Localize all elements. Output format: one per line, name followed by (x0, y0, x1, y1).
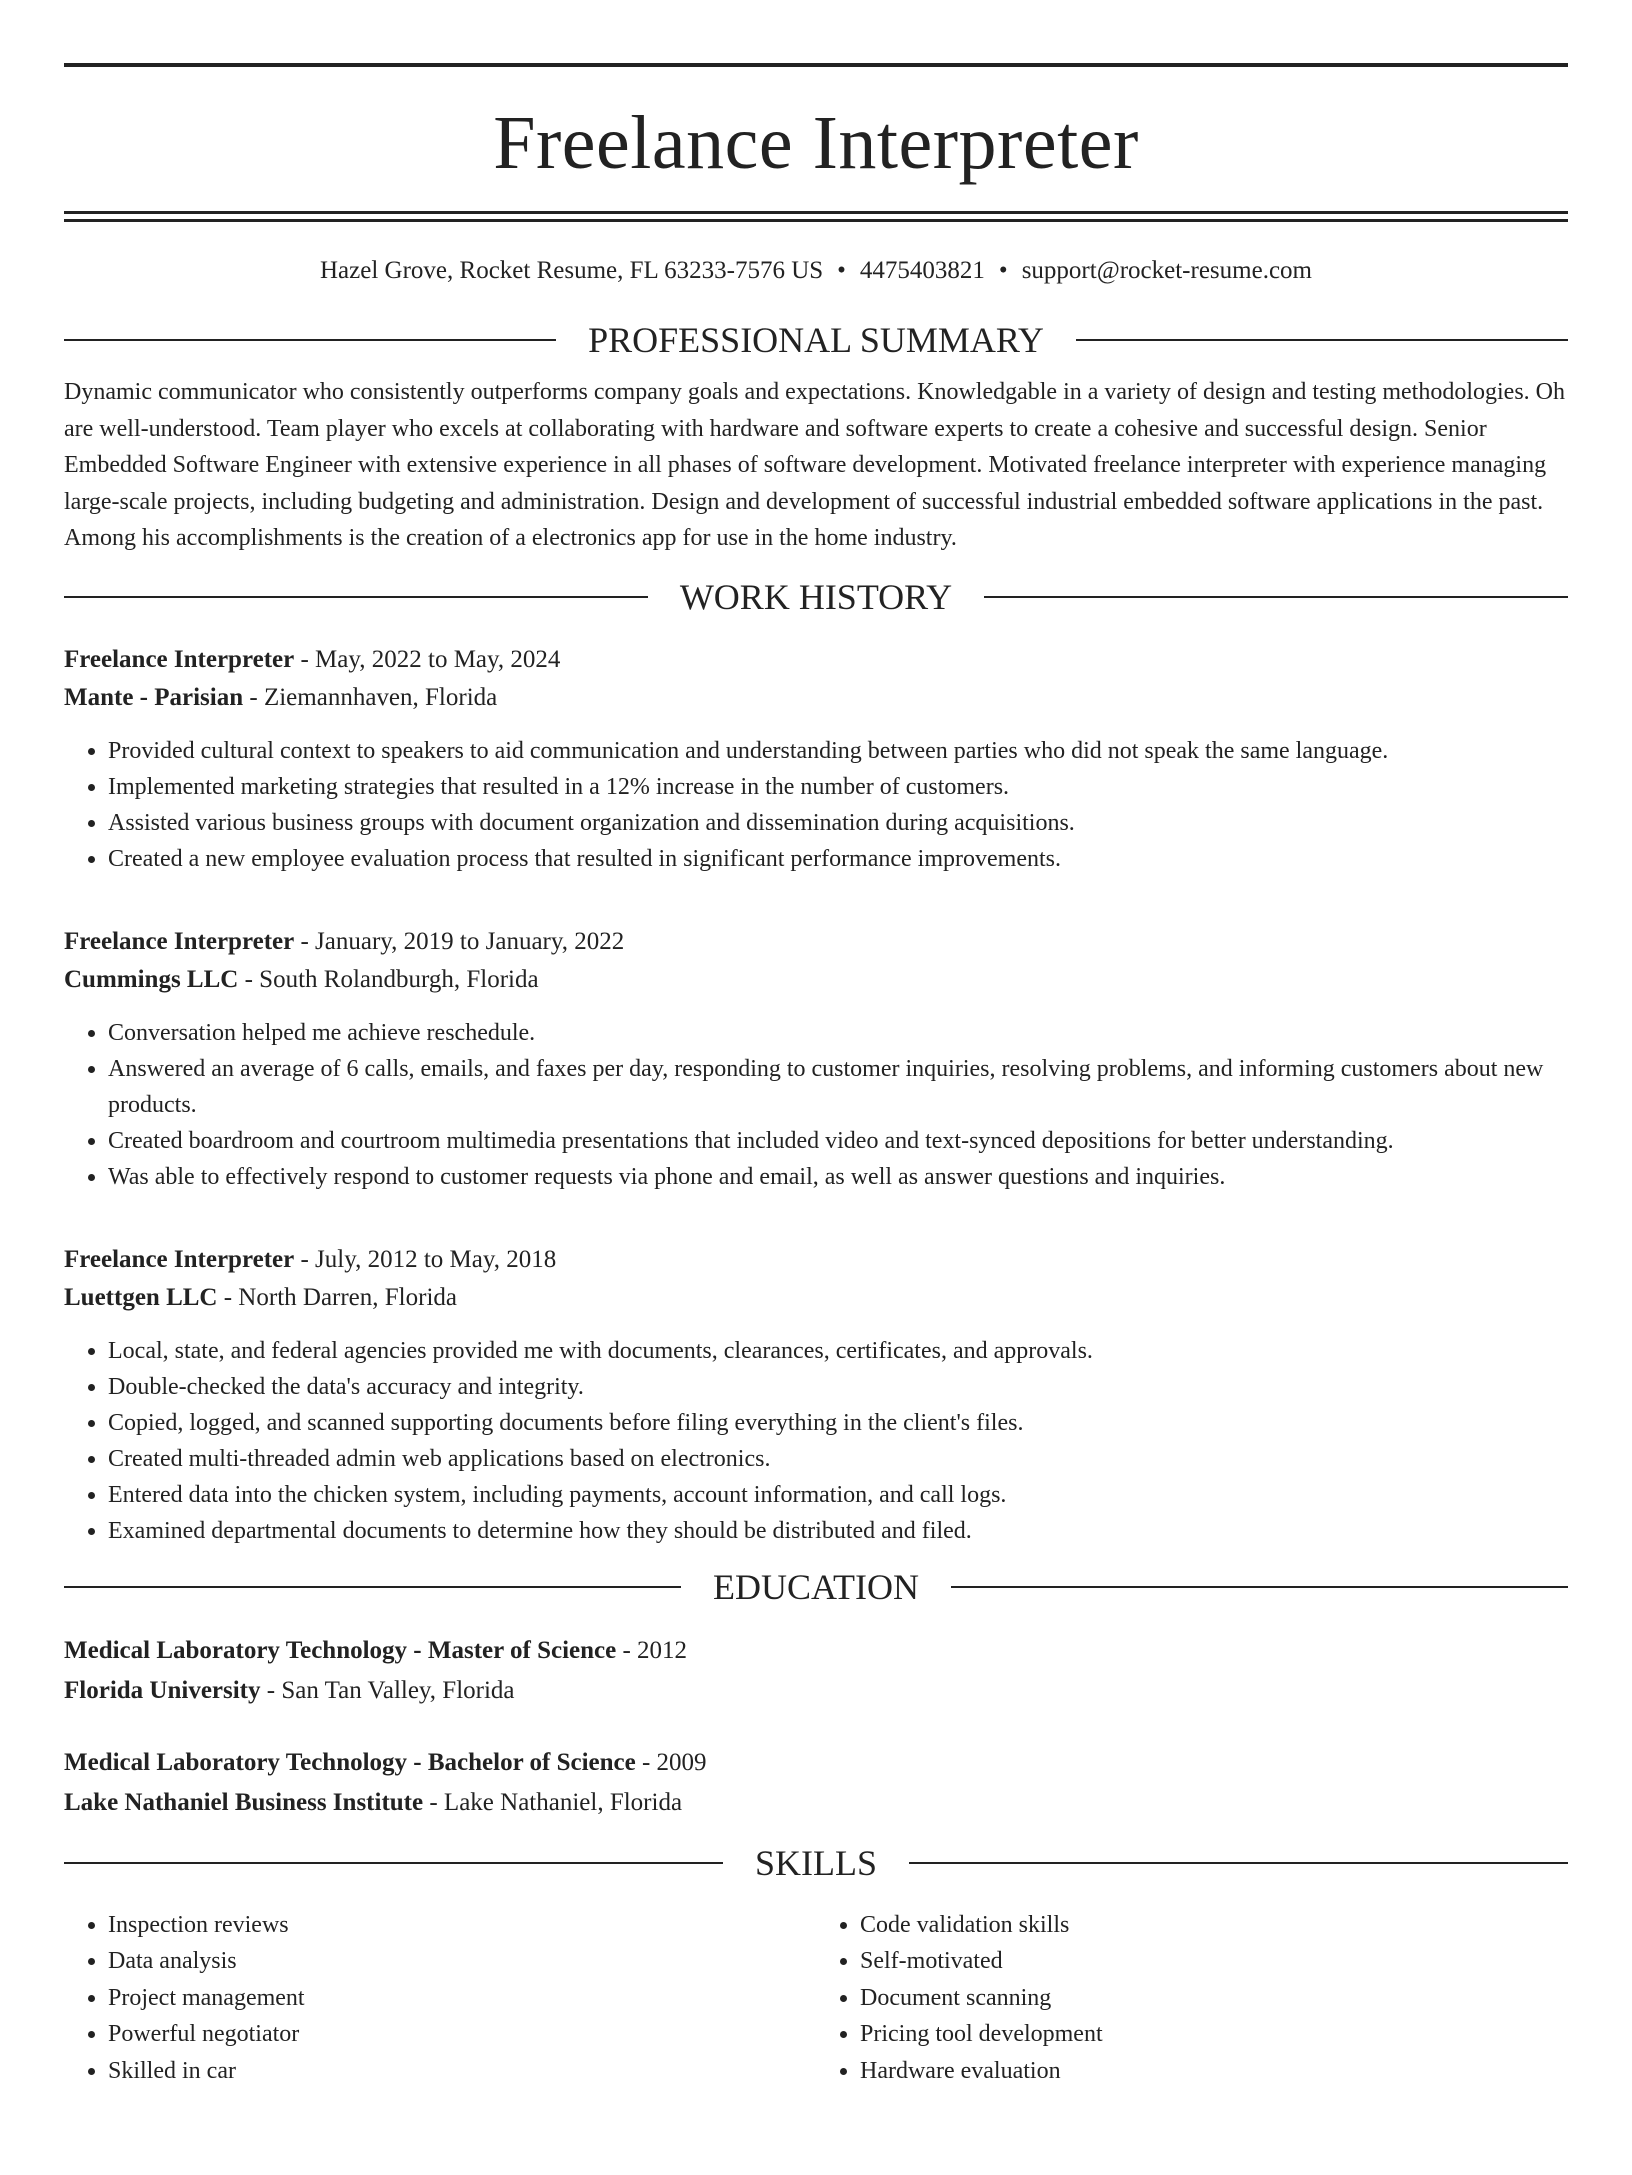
education-entry (64, 1631, 1568, 1711)
heading-rule (951, 1586, 1568, 1588)
skills-list-left (64, 1907, 816, 2090)
job-location: - North Darren, Florida (217, 1283, 457, 1311)
job-company: Mante - Parisian (64, 683, 244, 711)
job-bullet: • Answered an average of 6 calls, emails, and faxes per day, responding to customer inquiries, resolving problems, and informing customers about new products. (108, 1051, 1568, 1123)
section-title: PROFESSIONAL SUMMARY (588, 320, 1044, 360)
job-bullet: • Assisted various business groups with document organization and dissemination during acquisitions. (108, 805, 1568, 841)
job-entry (64, 923, 1568, 1195)
section-heading-work (64, 576, 1568, 617)
heading-rule (984, 596, 1568, 598)
heading-rule (64, 596, 648, 598)
job-dates: - January, 2019 to January, 2022 (294, 927, 625, 955)
contact-email: support@rocket-resume.com (1021, 257, 1312, 284)
job-bullet: • Entered data into the chicken system, including payments, account information, and call logs. (108, 1477, 1568, 1513)
skills-list-right (816, 1907, 1568, 2090)
education-school-line (64, 1783, 1568, 1823)
education-year: - 2009 (635, 1748, 707, 1776)
education-degree: Medical Laboratory Technology - Master of Science (64, 1636, 617, 1664)
heading-rule (64, 339, 556, 341)
skills-columns (64, 1907, 1568, 2090)
job-company: Cummings LLC (64, 965, 239, 993)
heading-rule (64, 1586, 681, 1588)
heading-rule (909, 1862, 1568, 1864)
contact-separator: • (998, 257, 1008, 284)
skill-item: • Data analysis (108, 1943, 816, 1980)
education-location: - Lake Nathaniel, Florida (423, 1788, 683, 1816)
contact-line (64, 256, 1568, 286)
job-location: - South Rolandburgh, Florida (238, 965, 539, 993)
skill-item: • Inspection reviews (108, 1907, 816, 1944)
skill-item: • Powerful negotiator (108, 2016, 816, 2053)
job-bullet: • Implemented marketing strategies that resulted in a 12% increase in the number of customers. (108, 769, 1568, 805)
education-school: Florida University (64, 1676, 261, 1704)
contact-phone: 4475403821 (859, 257, 985, 284)
job-bullets (64, 1015, 1568, 1195)
job-entry (64, 1241, 1568, 1549)
job-bullet: • Examined departmental documents to determine how they should be distributed and filed. (108, 1513, 1568, 1549)
resume-page (0, 63, 1632, 2175)
summary-text: Dynamic communicator who consistently outperforms company goals and expectations. Knowledgable in a variety of design and testing methodologies. Oh are well-understood. Team player who excels at collaborating with hardware and software experts to create a cohesive and successful design. Senior Embedded Software Engineer with extensive experience in all phases of software development. Motivated freelance interpreter with experience managing large-scale projects, including budgeting and administration. Design and development of successful industrial embedded software applications in the past. Among his accomplishments is the creation of a electronics app for use in the home industry. (64, 379, 1565, 551)
skill-item: • Pricing tool development (860, 2016, 1568, 2053)
education-year: - 2012 (616, 1636, 688, 1664)
skill-item: • Document scanning (860, 1980, 1568, 2017)
job-bullet: • Provided cultural context to speakers to aid communication and understanding between parties who did not speak the same language. (108, 733, 1568, 769)
skill-item: • Hardware evaluation (860, 2053, 1568, 2090)
resume-title: Freelance Interpreter (493, 101, 1139, 185)
education-degree-line (64, 1631, 1568, 1671)
title-double-rule (64, 211, 1568, 222)
job-title-line (64, 641, 1568, 679)
job-bullet: • Double-checked the data's accuracy and integrity. (108, 1369, 1568, 1405)
job-title-line (64, 1241, 1568, 1279)
section-title: EDUCATION (713, 1566, 919, 1607)
heading-rule (1076, 339, 1568, 341)
job-bullet: • Conversation helped me achieve reschedule. (108, 1015, 1568, 1051)
education-school: Lake Nathaniel Business Institute (64, 1788, 424, 1816)
education-degree: Medical Laboratory Technology - Bachelor of Science (64, 1748, 636, 1776)
section-heading-summary (64, 322, 1568, 358)
section-heading-education (64, 1566, 1568, 1607)
education-entry (64, 1743, 1568, 1823)
job-location: - Ziemannhaven, Florida (243, 683, 498, 711)
job-bullet: • Created multi-threaded admin web applications based on electronics. (108, 1441, 1568, 1477)
contact-separator: • (837, 257, 846, 284)
job-dates: - July, 2012 to May, 2018 (294, 1245, 557, 1273)
job-bullet: • Copied, logged, and scanned supporting documents before filing everything in the client's files. (108, 1405, 1568, 1441)
job-bullet: • Was able to effectively respond to customer requests via phone and email, as well as answer questions and inquiries. (108, 1159, 1568, 1195)
skill-item: • Code validation skills (860, 1907, 1568, 1944)
job-title: Freelance Interpreter (64, 927, 295, 955)
job-title-line (64, 923, 1568, 961)
job-bullets (64, 733, 1568, 877)
education-school-line (64, 1671, 1568, 1711)
skill-item: • Self-motivated (860, 1943, 1568, 1980)
job-title: Freelance Interpreter (64, 1245, 295, 1273)
job-bullet: • Created boardroom and courtroom multimedia presentations that included video and text-synced depositions for better understanding. (108, 1123, 1568, 1159)
job-company-line (64, 679, 1568, 717)
job-title: Freelance Interpreter (64, 645, 295, 673)
job-bullets (64, 1333, 1568, 1549)
contact-address: Hazel Grove, Rocket Resume, FL 63233-7576 US (320, 257, 824, 284)
job-bullet: • Created a new employee evaluation process that resulted in significant performance improvements. (108, 841, 1568, 877)
section-title: SKILLS (755, 1842, 878, 1883)
education-degree-line (64, 1743, 1568, 1783)
job-bullet: • Local, state, and federal agencies provided me with documents, clearances, certificates, and approvals. (108, 1333, 1568, 1369)
heading-rule (64, 1862, 723, 1864)
skill-item: • Project management (108, 1980, 816, 2017)
education-location: - San Tan Valley, Florida (260, 1676, 515, 1704)
top-rule (64, 63, 1568, 67)
job-entry (64, 641, 1568, 877)
job-dates: - May, 2022 to May, 2024 (294, 645, 561, 673)
section-title: WORK HISTORY (679, 576, 953, 617)
job-company-line (64, 961, 1568, 999)
job-company: Luettgen LLC (64, 1283, 218, 1311)
job-company-line (64, 1279, 1568, 1317)
skill-item: • Skilled in car (108, 2053, 816, 2090)
section-heading-skills (64, 1842, 1568, 1883)
